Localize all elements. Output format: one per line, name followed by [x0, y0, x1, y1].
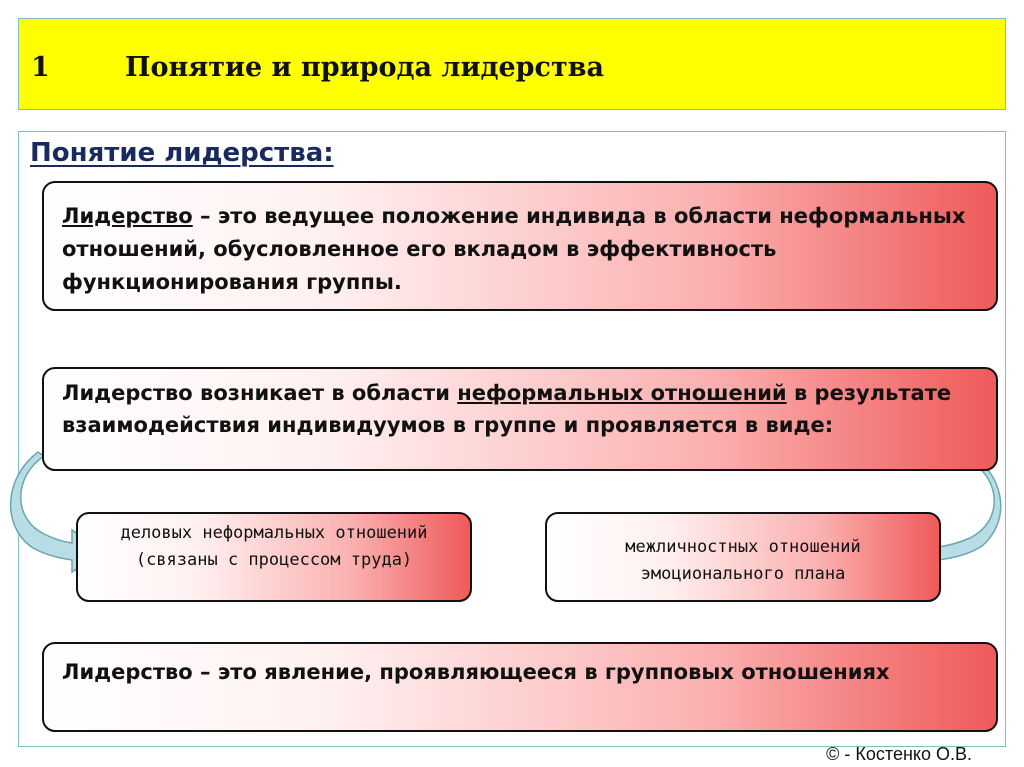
emergence-text-after: в результате взаимодействия индивидуумов в группе и проявляется в виде: [62, 381, 952, 437]
definition-box [42, 181, 998, 311]
emergence-text-before: Лидерство возникает в области [62, 381, 458, 405]
section-number: 1 [31, 52, 50, 83]
phenomenon-box [42, 642, 998, 732]
definition-term: Лидерство [62, 204, 193, 228]
copyright: © - Костенко О.В. [826, 744, 972, 764]
emergence-underlined: неформальных отношений [457, 381, 787, 405]
emergence-box [42, 367, 998, 471]
phenomenon-text: Лидерство – это явление, проявляющееся в групповых отношениях [62, 660, 890, 684]
title-bar [18, 18, 1006, 110]
business-relations-box [76, 512, 472, 602]
section-subtitle: Понятие лидерства: [30, 138, 334, 168]
interpersonal-relations-box [545, 512, 941, 602]
business-relations-text: деловых неформальных отношений (связаны с процессом труда) [120, 523, 428, 570]
definition-text: – это ведущее положение индивида в области неформальных отношений, обусловленное его вкладом в эффективность функционирования группы. [62, 204, 966, 294]
interpersonal-relations-text: межличностных отношений эмоционального плана [625, 537, 861, 584]
page-title: Понятие и природа лидерства [125, 52, 604, 83]
